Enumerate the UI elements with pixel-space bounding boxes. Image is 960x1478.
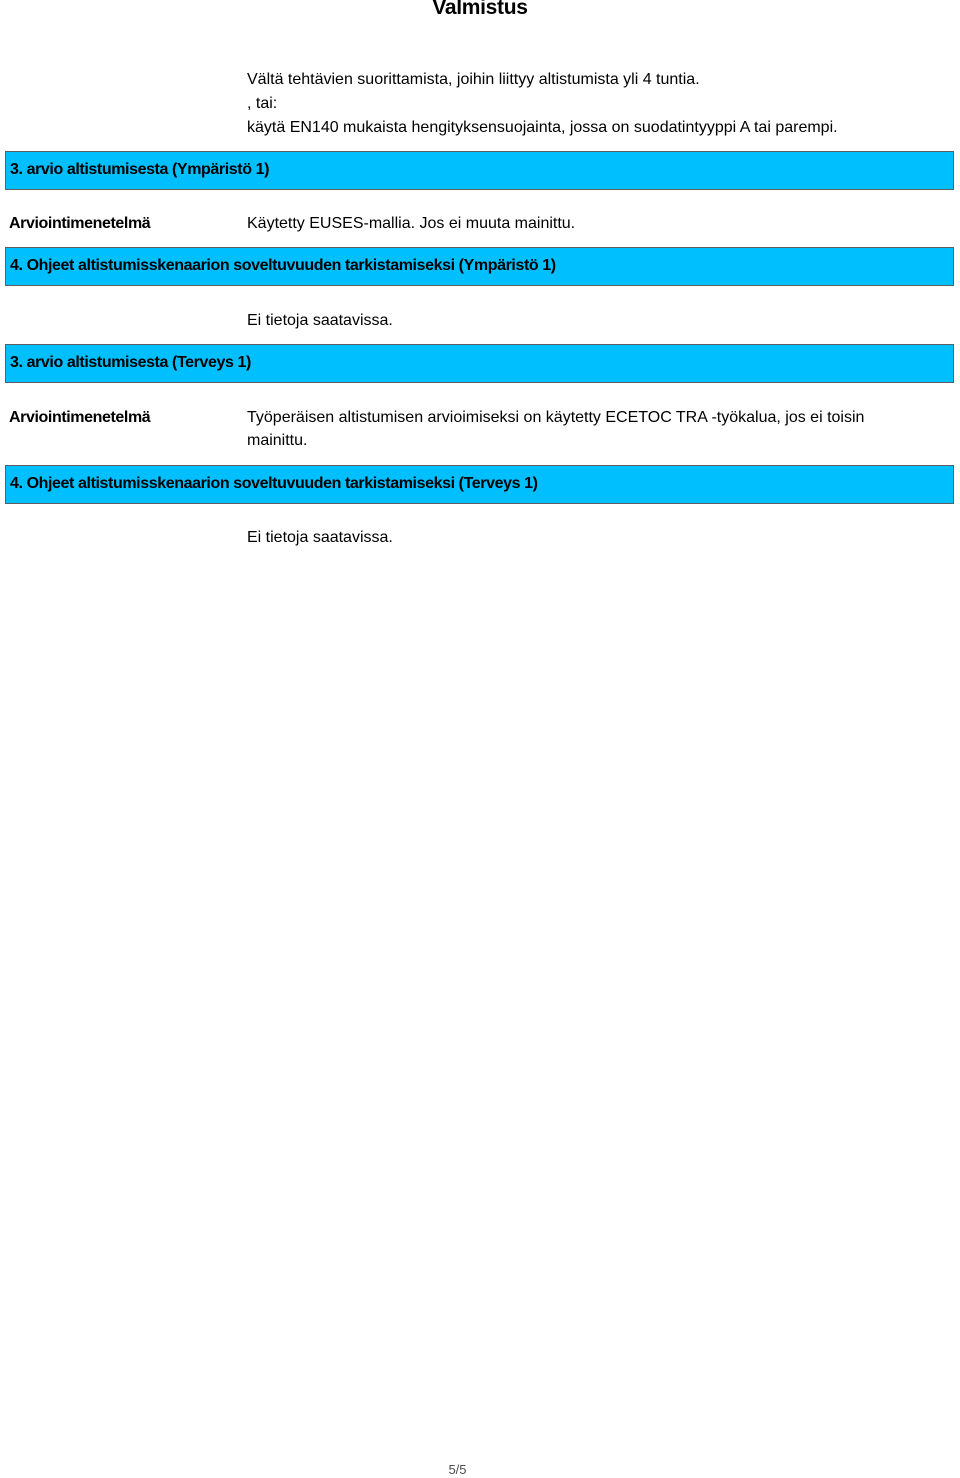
section-header-env-guidance bbox=[5, 247, 954, 286]
section-header-health-assessment bbox=[5, 344, 954, 383]
section-header-env-assessment bbox=[5, 151, 954, 190]
env-assessment-method-label: Arviointimenetelmä bbox=[9, 215, 151, 232]
health-assessment-method-value: Työperäisen altistumisen arvioimiseksi on käytetty ECETOC TRA -työkalua, jos ei toisin mainittu. bbox=[247, 409, 865, 449]
page-number: 5/5 bbox=[448, 1462, 467, 1477]
health-assessment-method-label: Arviointimenetelmä bbox=[9, 409, 151, 426]
section-header-health-guidance bbox=[5, 465, 954, 504]
section-header-health-assessment-text: 3. arvio altistumisesta (Terveys 1) bbox=[10, 354, 251, 371]
section-header-env-guidance-text: 4. Ohjeet altistumisskenaarion soveltuvuuden tarkistamiseksi (Ympäristö 1) bbox=[10, 257, 556, 274]
intro-line-3: käytä EN140 mukaista hengityksensuojainta, jossa on suodatintyyppi A tai parempi. bbox=[247, 119, 838, 136]
intro-line-1: Vältä tehtävien suorittamista, joihin liittyy altistumista yli 4 tuntia. bbox=[247, 71, 700, 88]
section-header-health-guidance-text: 4. Ohjeet altistumisskenaarion soveltuvuuden tarkistamiseksi (Terveys 1) bbox=[10, 475, 538, 492]
env-assessment-method-value: Käytetty EUSES-mallia. Jos ei muuta mainittu. bbox=[247, 215, 576, 232]
intro-line-2: , tai: bbox=[247, 95, 278, 112]
section-header-env-assessment-text: 3. arvio altistumisesta (Ympäristö 1) bbox=[10, 161, 270, 178]
health-guidance-value: Ei tietoja saatavissa. bbox=[247, 529, 393, 546]
env-guidance-value: Ei tietoja saatavissa. bbox=[247, 312, 393, 329]
page-title: Valmistus bbox=[432, 0, 528, 19]
